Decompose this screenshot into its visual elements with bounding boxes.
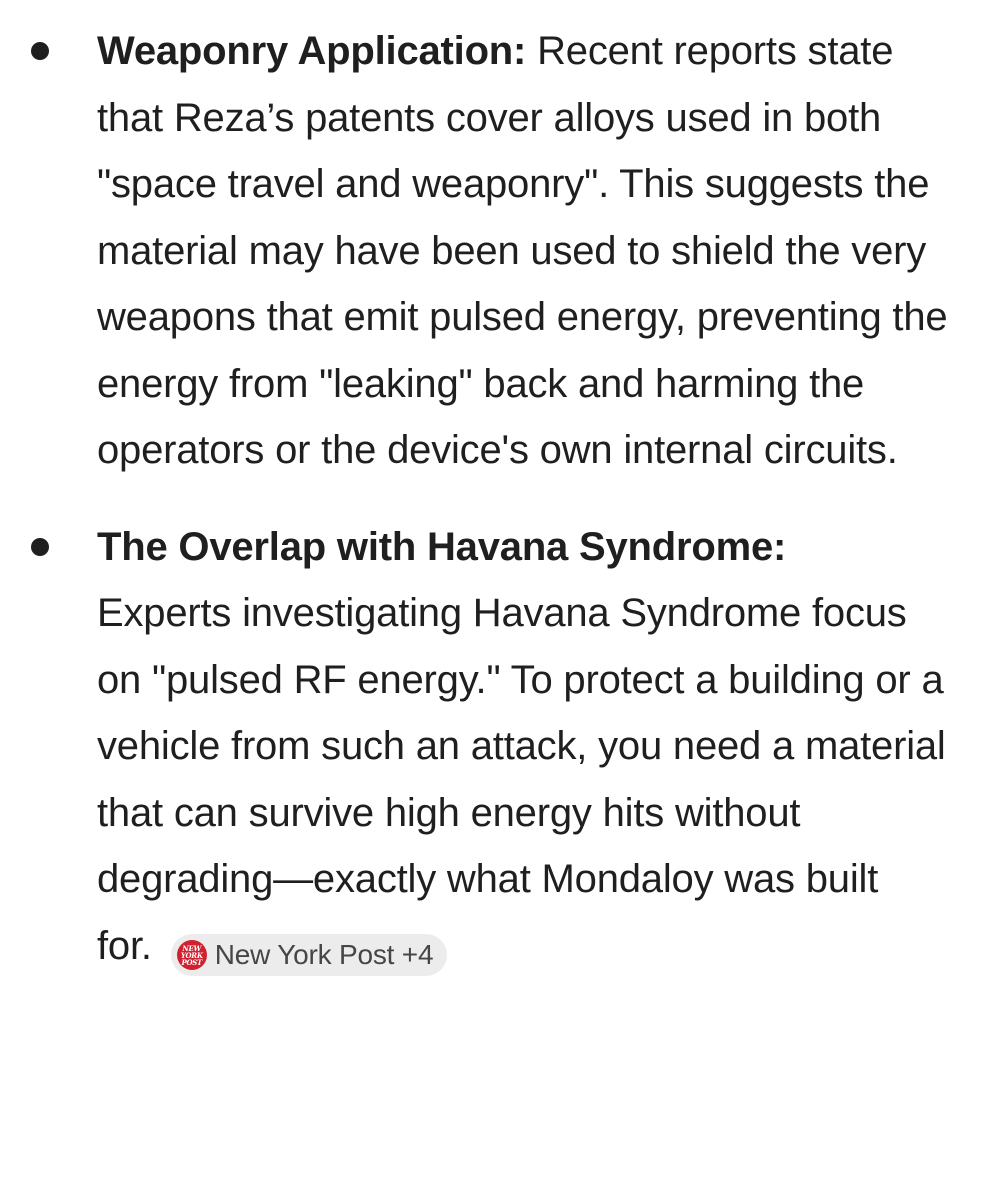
bullet-title: The Overlap with Havana Syndrome:	[97, 524, 787, 569]
source-chip-label: New York Post +4	[214, 939, 434, 970]
response-content	[0, 18, 987, 979]
bullet-icon	[31, 42, 49, 60]
logo-text: POST	[181, 957, 202, 967]
new-york-post-logo-icon	[177, 940, 207, 970]
bullet-text: Experts investigating Havana Syndrome focus on "pulsed RF energy." To protect a building or a vehicle from such an attack, you need a material that can survive high energy hits without degrading—exactly what Mondaloy was built	[97, 591, 946, 901]
bullet-text: Recent reports state that Reza’s patents cover alloys used in both "space travel and weaponry". This suggests the material may have been used to shield the very weapons that emit pulsed energy, preventing the energy from "leaking" back and harming the operators or the device's own internal circuits.	[97, 29, 948, 472]
bullet-title: Weaponry Application:	[97, 29, 527, 73]
logo-text: NEW	[182, 943, 202, 953]
bullet-icon	[31, 538, 49, 556]
source-chip-button[interactable]	[171, 934, 448, 976]
bullet-text-end: for.	[97, 923, 152, 968]
list-item-weaponry-application	[0, 18, 987, 484]
logo-text: YORK	[180, 950, 203, 960]
list-item-havana-syndrome	[0, 514, 987, 980]
bullet-list	[0, 18, 987, 979]
